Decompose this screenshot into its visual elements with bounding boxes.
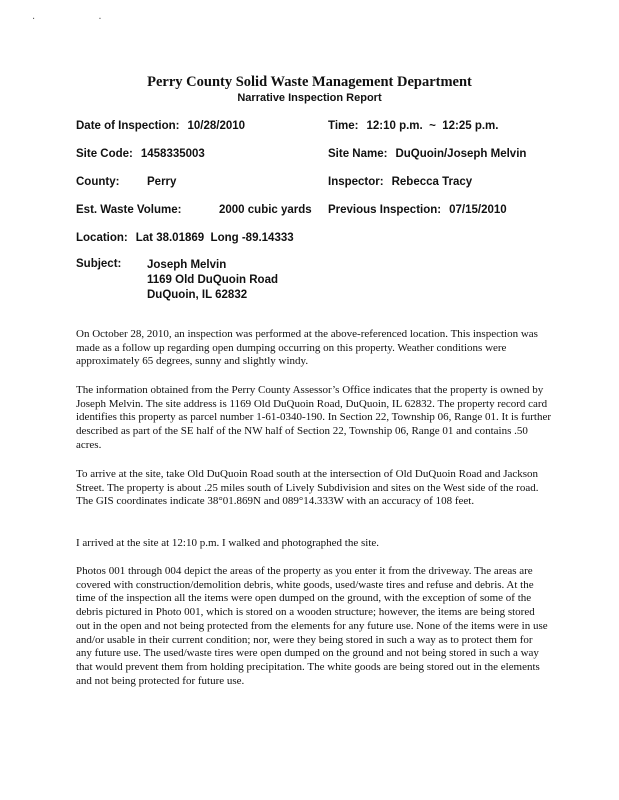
site-code-value: 1458335003 xyxy=(140,148,205,160)
previous-inspection-label: Previous Inspection: xyxy=(328,204,442,216)
county-label: County: xyxy=(76,176,120,188)
county xyxy=(76,176,119,188)
location-value: Lat 38.01869 Long -89.14333 xyxy=(135,232,294,244)
previous-inspection-value: 07/15/2010 xyxy=(449,204,507,216)
subject-street: 1169 Old DuQuoin Road xyxy=(147,274,278,286)
est-waste-volume-label: Est. Waste Volume: xyxy=(76,204,182,216)
county-value: Perry xyxy=(147,176,177,188)
site-code xyxy=(76,148,205,160)
subject-label: Subject: xyxy=(76,258,122,270)
date-label: Date of Inspection: xyxy=(76,120,180,132)
site-name-label: Site Name: xyxy=(328,148,388,160)
est-waste-volume-value: 2000 cubic yards xyxy=(219,204,312,216)
time-value: 12:10 p.m. ~ 12:25 p.m. xyxy=(366,120,499,132)
location xyxy=(76,232,294,244)
inspector-label: Inspector: xyxy=(328,176,384,188)
document-subtitle: Narrative Inspection Report xyxy=(237,92,382,104)
paragraph-photos: Photos 001 through 004 depict the areas of the property as you enter it from the driveway. The areas are covered with construction/demolition debris, white goods, used/waste tires and refuse and debris. At the time of the inspection all the items were open dumped on the ground, with the exception of some of the debris pictured in Photo 001, which is stored on a wooden structure; however, the items are being stored out in the open and not being protected from the elements for any future use. None of the items were in use and/or usable in their current condition; nor, were they being stored in such a way as to protect them for any future use. The used/waste tires were open dumped on the ground and not being stored in such a way that would prevent them from holding precipitation. The white goods are being stored out in the elements and not being protected for future use. xyxy=(76,565,548,687)
inspection-time xyxy=(328,120,498,132)
site-name xyxy=(328,148,526,160)
subject-address xyxy=(147,258,278,303)
paragraph-directions: To arrive at the site, take Old DuQuoin Road south at the intersection of Old DuQuoin Road and Jackson Street. The property is about .25 miles south of Lively Subdivision and sites on the West side of the road. The GIS coordinates indicate 38°01.869N and 089°14.333W with an accuracy of 108 feet. xyxy=(76,468,539,508)
date-of-inspection xyxy=(76,120,245,132)
date-value: 10/28/2010 xyxy=(187,120,246,132)
subject-city: DuQuoin, IL 62832 xyxy=(147,289,248,301)
paragraph-arrival: I arrived at the site at 12:10 p.m. I walked and photographed the site. xyxy=(76,537,380,549)
subject-name: Joseph Melvin xyxy=(147,259,227,271)
time-label: Time: xyxy=(328,120,359,132)
document-title: Perry County Solid Waste Management Department xyxy=(147,74,472,90)
site-name-value: DuQuoin/Joseph Melvin xyxy=(395,148,527,160)
paragraph-intro: On October 28, 2010, an inspection was performed at the above-referenced location. This inspection was made as a follow up regarding open dumping occurring on this property. Weather conditions were approximately 65 degrees, sunny and slightly windy. xyxy=(76,328,538,368)
paragraph-ownership: The information obtained from the Perry County Assessor’s Office indicates that the property is owned by Joseph Melvin. The site address is 1169 Old DuQuoin Road, DuQuoin, IL 62832. The property record card identifies this property as parcel number 1-61-0340-190. In Section 22, Township 06, Range 01. It is further described as part of the SE half of the NW half of Section 22, Township 06, Range 01 and contains .50 acres. xyxy=(76,384,551,451)
inspector-value: Rebecca Tracy xyxy=(391,176,473,188)
inspector xyxy=(328,176,472,188)
location-label: Location: xyxy=(76,232,128,244)
previous-inspection xyxy=(328,204,507,216)
site-code-label: Site Code: xyxy=(76,148,133,160)
scan-marks: · · xyxy=(32,14,132,25)
